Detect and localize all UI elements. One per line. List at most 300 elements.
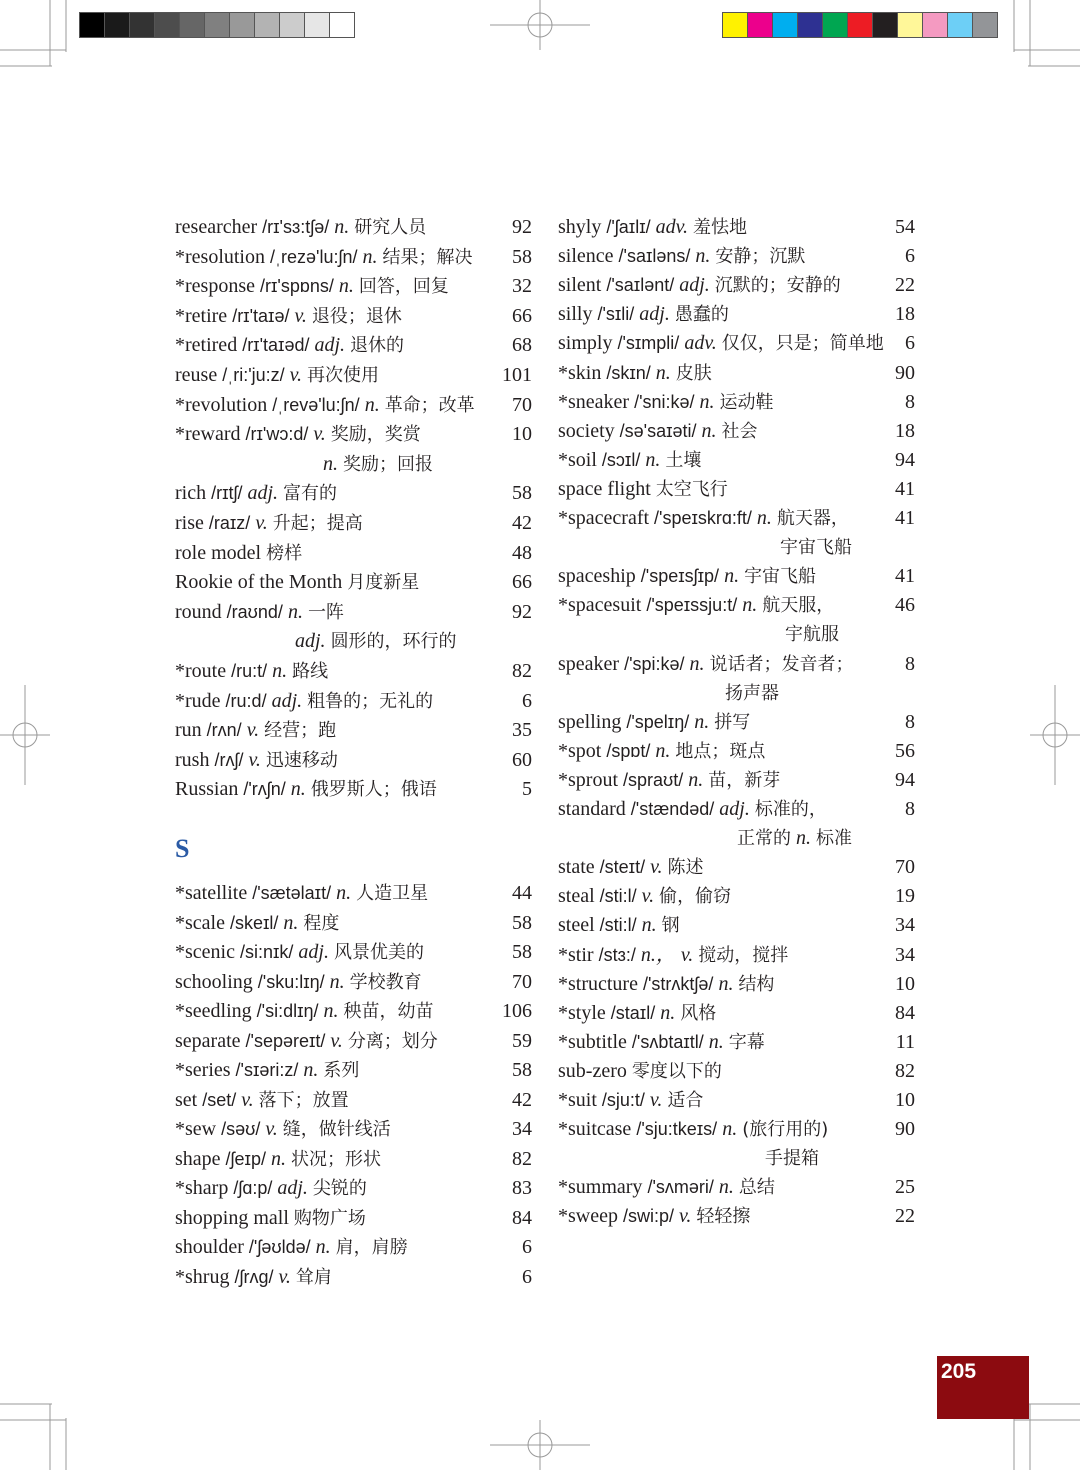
- page-reference: 6: [905, 332, 915, 355]
- part-of-speech: n.: [718, 1176, 734, 1199]
- headword: reuse: [175, 364, 218, 386]
- color-swatch: [255, 13, 280, 37]
- glossary-entry: [175, 1204, 532, 1233]
- phonetic: /sti:l/: [599, 915, 637, 936]
- headword: round: [175, 600, 222, 623]
- headword: space flight: [558, 477, 651, 500]
- phonetic: /sə'saɪəti/: [619, 420, 697, 441]
- chinese-definition: (旅行用的): [742, 1119, 829, 1141]
- phonetic: /rɪ'spɒns/: [259, 276, 334, 297]
- phonetic: /rɪ'taɪəd/: [242, 335, 310, 356]
- glossary-entry: [175, 938, 532, 967]
- phonetic: /rʌn/: [206, 720, 242, 741]
- phonetic: /rɪ'taɪə/: [232, 305, 290, 326]
- part-of-speech: n.， v.: [640, 943, 694, 966]
- color-swatch: [748, 13, 773, 37]
- chinese-definition: 标准: [816, 828, 852, 850]
- headword: rush: [175, 748, 210, 771]
- headword: *retired: [175, 334, 238, 357]
- headword: *summary: [558, 1176, 643, 1199]
- headword: state: [558, 856, 595, 879]
- glossary-entry: [558, 941, 915, 970]
- page-reference: 44: [512, 882, 532, 904]
- part-of-speech: v.: [294, 304, 307, 327]
- headword: *spacecraft: [558, 507, 650, 529]
- part-of-speech: n.: [315, 1236, 331, 1258]
- glossary-entry: [175, 1263, 532, 1292]
- chinese-definition: 奖励，奖赏: [330, 424, 421, 446]
- glossary-entry-continuation: [558, 533, 915, 562]
- chinese-definition: 人造卫星: [356, 883, 429, 904]
- chinese-definition: 运动鞋: [719, 391, 774, 413]
- part-of-speech: adj.: [679, 274, 710, 297]
- glossary-entry: [558, 300, 915, 329]
- page-reference: 41: [895, 477, 915, 500]
- part-of-speech: adv.: [684, 332, 717, 355]
- chinese-definition: 土壤: [665, 449, 702, 471]
- headword: silly: [558, 303, 593, 326]
- chinese-definition: 落下；放置: [258, 1089, 349, 1111]
- part-of-speech: adj.: [247, 482, 279, 505]
- phonetic: /'speɪssju:t/: [646, 595, 738, 616]
- chinese-definition: 结果；解决: [382, 246, 473, 268]
- chinese-definition: 圆形的，环行的: [330, 631, 457, 653]
- headword: *soil: [558, 448, 597, 471]
- glossary-entry: [175, 509, 532, 538]
- phonetic: /'saɪləns/: [618, 246, 691, 267]
- glossary-entry: [175, 391, 532, 420]
- glossary-entry: [175, 1056, 532, 1085]
- chinese-definition: 羞怯地: [693, 217, 748, 238]
- color-swatch: [898, 13, 923, 37]
- chinese-definition: 肩，肩膀: [335, 1237, 408, 1258]
- glossary-entry: [175, 1233, 532, 1262]
- glossary-entry: [175, 539, 532, 568]
- color-swatch: [948, 13, 973, 37]
- page-number-box: [937, 1356, 1029, 1419]
- headword: speaker: [558, 652, 620, 675]
- headword: *scenic: [175, 941, 235, 963]
- glossary-entry: [558, 329, 915, 358]
- phonetic: /rʌʃ/: [214, 749, 244, 770]
- headword: steel: [558, 914, 595, 937]
- headword: *sweep: [558, 1205, 618, 1228]
- headword: *spacesuit: [558, 594, 642, 617]
- color-swatch: [205, 13, 230, 37]
- glossary-entry-continuation: [175, 627, 532, 656]
- part-of-speech: adj.: [719, 798, 750, 820]
- phonetic: /sju:t/: [601, 1090, 645, 1110]
- glossary-entry: [175, 746, 532, 775]
- glossary-entry: [558, 882, 915, 911]
- headword: *retire: [175, 304, 228, 327]
- phonetic: /sti:l/: [599, 886, 637, 907]
- phonetic: /ʃeɪp/: [225, 1148, 266, 1169]
- glossary-entry: [175, 968, 532, 997]
- part-of-speech: n.: [323, 1000, 339, 1022]
- page-reference: 90: [895, 1118, 915, 1141]
- page-reference: 84: [895, 1001, 915, 1024]
- glossary-entry: [175, 997, 532, 1026]
- glossary-entry: [558, 737, 915, 766]
- chinese-definition: 富有的: [283, 483, 338, 505]
- chinese-definition: 迅速移动: [265, 749, 338, 771]
- headword: *seedling: [175, 1000, 252, 1022]
- headword: *sharp: [175, 1177, 229, 1199]
- chinese-definition: 学校教育: [349, 971, 422, 993]
- page-reference: 8: [905, 710, 915, 733]
- page-reference: 70: [512, 970, 532, 993]
- glossary-entry: [558, 242, 915, 271]
- part-of-speech: n.: [722, 1118, 738, 1141]
- part-of-speech: n.: [695, 245, 711, 268]
- glossary-entry: [175, 657, 532, 686]
- color-swatch: [923, 13, 948, 37]
- glossary-entry: [558, 388, 915, 417]
- headword: *suitcase: [558, 1118, 632, 1141]
- page-reference: 84: [512, 1206, 532, 1229]
- page-reference: 94: [895, 448, 915, 471]
- chinese-definition: 风景优美的: [333, 942, 424, 963]
- phonetic: /ˌrevə'lu:ʃn/: [272, 394, 360, 415]
- phonetic: /'sɪmpli/: [617, 333, 680, 354]
- part-of-speech: n.: [270, 1147, 286, 1170]
- glossary-entry: [175, 1027, 532, 1056]
- page-reference: 6: [905, 245, 915, 268]
- page-reference: 25: [895, 1176, 915, 1199]
- page-reference: 5: [522, 778, 532, 801]
- phonetic: /rɪ'sɜ:tʃə/: [262, 217, 330, 237]
- chinese-definition: 苗，新芽: [708, 769, 781, 791]
- page-reference: 68: [512, 334, 532, 357]
- part-of-speech: n.: [742, 594, 758, 617]
- page-reference: 18: [895, 303, 915, 326]
- color-swatch: [305, 13, 330, 37]
- phonetic: /ʃrʌg/: [234, 1266, 274, 1287]
- phonetic: /ˌrezə'lu:ʃn/: [270, 246, 358, 267]
- part-of-speech: n.: [645, 448, 661, 471]
- headword: *subtitle: [558, 1030, 627, 1053]
- glossary-entry: [558, 795, 915, 824]
- glossary-entry: [558, 1057, 915, 1086]
- headword: Rookie of the Month: [175, 571, 343, 594]
- glossary-entry-continuation: [558, 824, 915, 853]
- glossary-entry: [175, 302, 532, 331]
- phonetic: /staɪl/: [610, 1002, 656, 1023]
- process-color-bar: [722, 12, 998, 38]
- glossary-entry: [558, 1086, 915, 1115]
- phonetic: /set/: [202, 1089, 237, 1110]
- headword: spelling: [558, 710, 622, 733]
- part-of-speech: v.: [278, 1265, 291, 1288]
- part-of-speech: n.: [694, 710, 710, 733]
- part-of-speech: n.: [756, 507, 772, 529]
- phonetic: /'strʌktʃə/: [642, 973, 714, 994]
- page-reference: 82: [512, 1147, 532, 1170]
- color-swatch: [105, 13, 130, 37]
- page-reference: 66: [512, 571, 532, 594]
- page-reference: 42: [512, 512, 532, 534]
- part-of-speech: n.: [796, 827, 811, 850]
- chinese-definition: 拼写: [714, 711, 751, 733]
- chinese-definition: 说话者；发音者；: [709, 653, 854, 675]
- part-of-speech: n.: [303, 1059, 319, 1081]
- headword: silence: [558, 245, 614, 268]
- phonetic: /'sku:lɪŋ/: [257, 971, 325, 992]
- chinese-definition: 地点；斑点: [675, 740, 766, 762]
- headword: rise: [175, 512, 204, 534]
- phonetic: /ru:t/: [231, 661, 268, 681]
- part-of-speech: v.: [265, 1118, 278, 1140]
- page-reference: 22: [895, 1205, 915, 1228]
- color-swatch: [280, 13, 305, 37]
- headword: *sneaker: [558, 390, 630, 413]
- glossary-entry-continuation: [558, 1144, 915, 1173]
- phonetic: /'sɪli/: [597, 304, 635, 325]
- glossary-entry: [175, 879, 532, 908]
- phonetic: /sɔɪl/: [601, 449, 641, 470]
- chinese-definition: 搅动，搅拌: [698, 944, 789, 966]
- page-reference: 58: [512, 1059, 532, 1081]
- part-of-speech: v.: [641, 885, 655, 908]
- headword: *shrug: [175, 1265, 230, 1288]
- phonetic: /'sʌməri/: [647, 1177, 714, 1198]
- phonetic: /steɪt/: [599, 857, 646, 878]
- phonetic: /'sʌbtaɪtl/: [631, 1031, 704, 1052]
- phonetic: /'si:dlɪŋ/: [256, 1001, 319, 1021]
- part-of-speech: n.: [689, 652, 705, 675]
- part-of-speech: n.: [334, 216, 350, 238]
- chinese-definition: 升起；提高: [272, 513, 363, 534]
- part-of-speech: v.: [255, 512, 268, 534]
- headword: *sew: [175, 1118, 217, 1140]
- headword: *stir: [558, 943, 594, 966]
- chinese-definition: 购物广场: [293, 1207, 366, 1229]
- part-of-speech: adj.: [639, 303, 670, 326]
- part-of-speech: n.: [655, 361, 671, 384]
- headword: schooling: [175, 970, 253, 993]
- glossary-entry: [558, 853, 915, 882]
- page-reference: 10: [895, 1089, 915, 1111]
- page-reference: 41: [895, 565, 915, 588]
- chinese-definition: 粗鲁的；无礼的: [307, 690, 434, 712]
- phonetic: /'sætəlaɪt/: [252, 883, 332, 903]
- chinese-definition: 皮肤: [675, 362, 712, 384]
- phonetic: /stɜ:/: [598, 944, 636, 965]
- headword: sub-zero: [558, 1059, 627, 1082]
- chinese-definition: 缝，做针线活: [282, 1119, 391, 1140]
- part-of-speech: v.: [649, 1089, 663, 1111]
- headword: Russian: [175, 778, 239, 801]
- headword: shopping mall: [175, 1206, 289, 1229]
- part-of-speech: adv.: [655, 216, 689, 238]
- chinese-definition: 革命；改革: [384, 394, 475, 416]
- page-reference: 8: [905, 798, 915, 820]
- color-swatch: [773, 13, 798, 37]
- part-of-speech: n.: [708, 1030, 724, 1053]
- chinese-definition: 宇宙飞船: [744, 566, 817, 588]
- page-reference: 41: [895, 507, 915, 529]
- page-reference: 10: [895, 972, 915, 995]
- phonetic: /'speɪskrɑ:ft/: [654, 508, 752, 528]
- glossary-entry: [558, 708, 915, 737]
- headword: simply: [558, 332, 613, 355]
- headword: set: [175, 1088, 198, 1111]
- part-of-speech: n.: [688, 768, 704, 791]
- glossary-entry: [175, 361, 532, 390]
- part-of-speech: v.: [289, 364, 303, 386]
- page-reference: 48: [512, 541, 532, 564]
- headword: separate: [175, 1029, 241, 1052]
- phonetic: /spɒt/: [606, 740, 651, 761]
- phonetic: /ˌri:'ju:z/: [222, 365, 285, 385]
- color-swatch: [155, 13, 180, 37]
- part-of-speech: n.: [724, 565, 740, 588]
- phonetic: /'sɪəri:z/: [235, 1060, 299, 1080]
- chinese-definition: 宇宙飞船: [780, 537, 852, 559]
- part-of-speech: n.: [701, 419, 717, 442]
- chinese-definition: 宇航服: [785, 624, 839, 646]
- color-swatch: [848, 13, 873, 37]
- headword: shoulder: [175, 1236, 244, 1258]
- headword: *route: [175, 660, 227, 682]
- phonetic: /raɪz/: [208, 513, 251, 533]
- headword: *spot: [558, 739, 602, 762]
- part-of-speech: adj.: [295, 630, 326, 653]
- chinese-definition: 手提箱: [765, 1148, 819, 1170]
- page-reference: 35: [512, 719, 532, 742]
- page-reference: 58: [512, 911, 532, 934]
- chinese-definition: 航天服，: [762, 595, 835, 617]
- chinese-definition: 秧苗，幼苗: [343, 1001, 434, 1022]
- page-reference: 83: [512, 1177, 532, 1199]
- chinese-definition: 榜样: [266, 542, 303, 564]
- glossary-entry: [558, 591, 915, 620]
- headword: *structure: [558, 972, 638, 995]
- part-of-speech: n.: [718, 972, 734, 995]
- headword: *style: [558, 1001, 606, 1024]
- glossary-entry: [558, 650, 915, 679]
- phonetic: /swi:p/: [622, 1206, 674, 1227]
- chinese-definition: 安静；沉默: [715, 246, 806, 268]
- phonetic: /'ʃəʊldə/: [248, 1237, 311, 1257]
- color-swatch: [798, 13, 823, 37]
- part-of-speech: n.: [287, 600, 303, 623]
- headword: researcher: [175, 216, 258, 238]
- phonetic: /ʃɑ:p/: [233, 1178, 273, 1198]
- part-of-speech: v.: [679, 1205, 692, 1228]
- chinese-definition: 仅仅，只是；简单地: [721, 333, 884, 355]
- page-reference: 22: [895, 274, 915, 297]
- phonetic: /'sni:kə/: [634, 391, 695, 412]
- phonetic: /'rʌʃn/: [243, 779, 286, 800]
- chinese-definition: 尖锐的: [312, 1178, 367, 1199]
- chinese-definition: 状况；形状: [290, 1148, 381, 1170]
- glossary-entry: [175, 909, 532, 938]
- glossary-entry: [558, 417, 915, 446]
- part-of-speech: v.: [246, 719, 260, 742]
- part-of-speech: v.: [248, 748, 261, 771]
- chinese-definition: 分离；划分: [347, 1030, 438, 1052]
- chinese-definition: 再次使用: [307, 365, 380, 386]
- headword: *satellite: [175, 882, 248, 904]
- headword: standard: [558, 798, 626, 820]
- headword: *skin: [558, 361, 602, 384]
- headword: *sprout: [558, 768, 618, 791]
- page-reference: 6: [522, 1236, 532, 1258]
- page-reference: 10: [512, 423, 532, 446]
- phonetic: /rɪtʃ/: [211, 483, 243, 504]
- color-swatch: [180, 13, 205, 37]
- page-reference: 8: [905, 652, 915, 675]
- glossary-entry: [175, 1145, 532, 1174]
- headword: *series: [175, 1059, 231, 1081]
- page-reference: 82: [512, 660, 532, 682]
- phonetic: /səʊ/: [221, 1119, 261, 1139]
- color-swatch: [230, 13, 255, 37]
- page-reference: 34: [512, 1118, 532, 1140]
- headword: shape: [175, 1147, 221, 1170]
- glossary-entry: [558, 504, 915, 533]
- chinese-definition: 系列: [323, 1060, 360, 1081]
- chinese-definition: 航天器，: [776, 508, 849, 529]
- page-reference: 54: [895, 216, 915, 238]
- glossary-entry: [175, 272, 532, 301]
- chinese-definition: 俄罗斯人；俄语: [310, 779, 437, 801]
- page-reference: 92: [512, 600, 532, 623]
- glossary-entry: [175, 479, 532, 508]
- chinese-definition: 路线: [292, 661, 329, 682]
- glossary-entry-continuation: [558, 620, 915, 649]
- glossary-entry: [558, 999, 915, 1028]
- part-of-speech: adj.: [314, 334, 346, 357]
- chinese-definition: 结构: [738, 973, 775, 995]
- glossary-entry: [558, 1028, 915, 1057]
- chinese-definition: 经营；跑: [264, 720, 337, 742]
- headword: spaceship: [558, 565, 636, 588]
- color-swatch: [973, 13, 997, 37]
- page-reference: 56: [895, 739, 915, 762]
- phonetic: /raʊnd/: [226, 601, 283, 622]
- page-reference: 6: [522, 1265, 532, 1288]
- phonetic: /skeɪl/: [229, 912, 279, 933]
- chinese-definition: 退役；退休: [311, 305, 402, 327]
- glossary-entry: [558, 1173, 915, 1202]
- phonetic: /si:nɪk/: [239, 942, 294, 962]
- chinese-definition: 适合: [667, 1090, 704, 1111]
- chinese-definition: 风格: [680, 1002, 717, 1024]
- section-heading-s: S: [175, 834, 190, 863]
- chinese-definition: 偷，偷窃: [659, 886, 732, 908]
- page-reference: 82: [895, 1059, 915, 1082]
- part-of-speech: adj.: [277, 1177, 308, 1199]
- part-of-speech: n.: [364, 393, 380, 416]
- part-of-speech: n.: [272, 660, 288, 682]
- headword: steal: [558, 885, 595, 908]
- color-swatch: [873, 13, 898, 37]
- headword: rich: [175, 482, 207, 505]
- phonetic: /'sepəreɪt/: [245, 1030, 326, 1051]
- phonetic: /'spi:kə/: [624, 653, 685, 674]
- chinese-definition: 太空飞行: [655, 478, 728, 500]
- page-number: 205: [941, 1360, 977, 1383]
- page-reference: 101: [502, 364, 532, 386]
- chinese-definition: 陈述: [667, 857, 704, 879]
- chinese-definition: 回答，回复: [358, 276, 449, 298]
- part-of-speech: v.: [241, 1088, 254, 1111]
- page-reference: 70: [512, 393, 532, 416]
- part-of-speech: n.: [290, 778, 306, 801]
